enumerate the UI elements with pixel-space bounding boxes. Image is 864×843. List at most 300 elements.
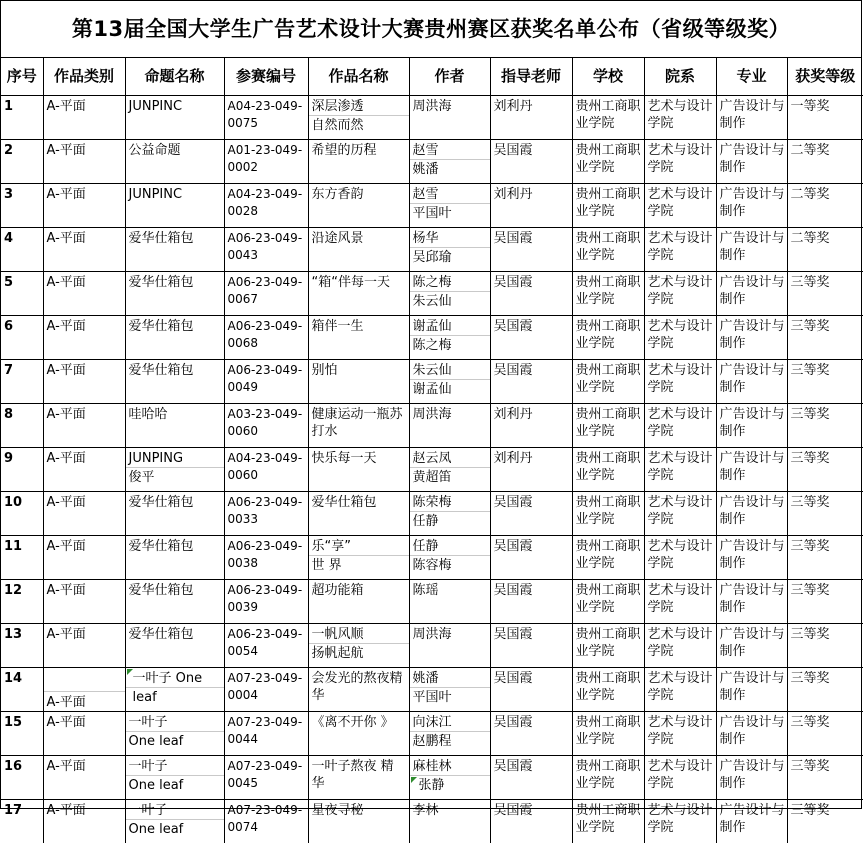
teacher-cell-text: 吴国霞 [491,668,572,687]
table-row [1,712,863,756]
row-number: 15 [1,712,43,756]
school-cell-text: 贵州工商职业学院 [573,800,644,836]
department-cell-text: 艺术与设计学院 [645,536,716,572]
work-title-cell [308,492,409,536]
work-title-cell-text: 箱伴一生 [309,316,409,335]
school-cell-text: 贵州工商职业学院 [573,228,644,264]
category-cell [43,404,125,448]
entry-id-cell-text: A04-23-049-0060 [225,448,308,484]
entry-id-cell [224,360,308,404]
author-cell-line: 吴邱瑜 [410,248,490,266]
teacher-cell-text: 吴国霞 [491,756,572,775]
entry-id-cell [224,668,308,712]
teacher-cell-text: 吴国霞 [491,360,572,379]
author-cell [409,756,490,800]
work-title-cell-line: 深层渗透 [309,96,409,116]
major-cell-text: 广告设计与制作 [717,624,787,660]
column-header: 作品名称 [308,58,409,96]
work-title-cell-line: 自然而然 [309,116,409,134]
author-cell-line: 平国叶 [410,204,490,222]
teacher-cell [490,96,572,140]
column-header: 作者 [409,58,490,96]
school-cell [572,360,644,404]
major-cell [716,140,787,184]
teacher-cell [490,756,572,800]
teacher-cell [490,360,572,404]
work-title-cell [308,800,409,843]
teacher-cell [490,668,572,712]
work-title-cell [308,448,409,492]
row-number: 16 [1,756,43,800]
school-cell-text: 贵州工商职业学院 [573,316,644,352]
topic-cell [125,624,224,668]
work-title-cell [308,140,409,184]
award-level-cell-text: 三等奖 [788,272,864,291]
topic-cell [125,272,224,316]
author-cell-text: 陈瑶 [410,580,490,599]
work-title-cell-text: 希望的历程 [309,140,409,159]
major-cell-text: 广告设计与制作 [717,140,787,176]
award-level-cell-text: 二等奖 [788,184,864,203]
topic-cell [125,404,224,448]
award-level-cell [787,800,863,843]
category-cell-text: A-平面 [44,228,125,247]
work-title-cell-text: 爱华仕箱包 [309,492,409,511]
department-cell-text: 艺术与设计学院 [645,448,716,484]
topic-cell [125,360,224,404]
teacher-cell-text: 刘利丹 [491,184,572,203]
department-cell [644,580,716,624]
teacher-cell-text: 刘利丹 [491,448,572,467]
department-cell-text: 艺术与设计学院 [645,712,716,748]
entry-id-cell-text: A07-23-049-0044 [225,712,308,748]
department-cell-text: 艺术与设计学院 [645,800,716,836]
award-level-cell-text: 一等奖 [788,96,864,115]
award-level-cell-text: 三等奖 [788,580,864,599]
topic-cell [125,536,224,580]
table-body [1,96,863,843]
author-cell [409,228,490,272]
award-level-cell-text: 三等奖 [788,668,864,687]
author-cell-text: 李林 [410,800,490,819]
work-title-cell [308,184,409,228]
entry-id-cell-text: A04-23-049-0028 [225,184,308,220]
category-cell [43,536,125,580]
entry-id-cell [224,272,308,316]
work-title-cell [308,624,409,668]
author-cell [409,140,490,184]
school-cell-text: 贵州工商职业学院 [573,404,644,440]
topic-cell-text: 哇哈哈 [126,404,224,423]
school-cell-text: 贵州工商职业学院 [573,624,644,660]
teacher-cell-text: 吴国霞 [491,228,572,247]
author-cell-line: 赵鹏程 [410,732,490,750]
award-level-cell-text: 三等奖 [788,360,864,379]
department-cell [644,316,716,360]
author-cell [409,184,490,228]
topic-cell-text: 爱华仕箱包 [126,580,224,599]
row-number: 2 [1,140,43,184]
topic-cell-line: 一叶子 One [126,668,224,688]
entry-id-cell-text: A06-23-049-0039 [225,580,308,616]
author-cell [409,96,490,140]
school-cell [572,712,644,756]
department-cell-text: 艺术与设计学院 [645,316,716,352]
topic-cell-line: One leaf [126,776,224,794]
work-title-cell-text: 别怕 [309,360,409,379]
category-cell [43,228,125,272]
row-number: 6 [1,316,43,360]
author-cell-text: 周洪海 [410,624,490,643]
topic-cell [125,140,224,184]
department-cell-text: 艺术与设计学院 [645,360,716,396]
author-cell-line: 任静 [410,536,490,556]
major-cell-text: 广告设计与制作 [717,580,787,616]
award-level-cell-text: 三等奖 [788,624,864,643]
award-level-cell-text: 三等奖 [788,800,864,819]
department-cell [644,448,716,492]
topic-cell [125,316,224,360]
award-level-cell [787,536,863,580]
topic-cell [125,756,224,800]
author-cell-line: 赵雪 [410,140,490,160]
table-row [1,492,863,536]
column-header: 专业 [716,58,787,96]
work-title-cell [308,228,409,272]
teacher-cell [490,800,572,843]
column-header: 作品类别 [43,58,125,96]
department-cell [644,404,716,448]
category-cell-text: A-平面 [44,536,125,555]
school-cell [572,756,644,800]
topic-cell [125,492,224,536]
major-cell-text: 广告设计与制作 [717,316,787,352]
category-cell [43,184,125,228]
author-cell-line: 赵雪 [410,184,490,204]
department-cell-text: 艺术与设计学院 [645,228,716,264]
category-cell-text: A-平面 [44,448,125,467]
work-title-cell-text: 超功能箱 [309,580,409,599]
category-cell-text: A-平面 [44,404,125,423]
table-row [1,96,863,140]
table-row [1,756,863,800]
major-cell [716,800,787,843]
row-number: 7 [1,360,43,404]
teacher-cell-text: 吴国霞 [491,536,572,555]
author-cell-line: 任静 [410,512,490,530]
topic-cell [125,228,224,272]
major-cell-text: 广告设计与制作 [717,96,787,132]
award-level-cell-text: 二等奖 [788,140,864,159]
entry-id-cell [224,228,308,272]
work-title-cell [308,404,409,448]
teacher-cell-text: 吴国霞 [491,580,572,599]
author-cell-line: 朱云仙 [410,292,490,310]
category-cell-text: A-平面 [44,800,125,819]
sheet-title: 第13届全国大学生广告艺术设计大赛贵州赛区获奖名单公布（省级等级奖） [1,1,861,58]
school-cell [572,448,644,492]
teacher-cell-text: 吴国霞 [491,800,572,819]
table-row [1,140,863,184]
entry-id-cell [224,184,308,228]
row-number: 1 [1,96,43,140]
category-cell-text: A-平面 [44,184,125,203]
entry-id-cell-text: A06-23-049-0049 [225,360,308,396]
entry-id-cell-text: A06-23-049-0068 [225,316,308,352]
work-title-cell-text: “箱“伴每一天 [309,272,409,291]
row-number: 5 [1,272,43,316]
category-cell-text: A-平面 [44,492,125,511]
topic-cell-text: JUNPINC [126,96,224,115]
work-title-cell-line: 一帆风顺 [309,624,409,644]
category-cell-text: A-平面 [44,96,125,115]
topic-cell [125,184,224,228]
entry-id-cell [224,96,308,140]
entry-id-cell-text: A07-23-049-0004 [225,668,308,704]
major-cell-text: 广告设计与制作 [717,448,787,484]
school-cell-text: 贵州工商职业学院 [573,184,644,220]
author-cell [409,316,490,360]
category-cell [43,800,125,843]
category-cell [43,580,125,624]
author-cell-line: 谢孟仙 [410,316,490,336]
award-level-cell [787,492,863,536]
award-level-cell [787,668,863,712]
work-title-cell [308,712,409,756]
department-cell-text: 艺术与设计学院 [645,668,716,704]
teacher-cell [490,712,572,756]
entry-id-cell [224,404,308,448]
row-number: 12 [1,580,43,624]
school-cell-text: 贵州工商职业学院 [573,96,644,132]
author-cell-line: 朱云仙 [410,360,490,380]
award-level-cell [787,404,863,448]
entry-id-cell [224,756,308,800]
work-title-cell-text: 沿途风景 [309,228,409,247]
topic-cell-line: JUNPING [126,448,224,468]
teacher-cell-text: 吴国霞 [491,492,572,511]
entry-id-cell-text: A06-23-049-0033 [225,492,308,528]
award-level-cell [787,580,863,624]
award-level-cell [787,448,863,492]
major-cell [716,492,787,536]
entry-id-cell-text: A06-23-049-0038 [225,536,308,572]
table-row [1,668,863,712]
school-cell-text: 贵州工商职业学院 [573,272,644,308]
column-header: 参赛编号 [224,58,308,96]
work-title-cell-line: 世 界 [309,556,409,574]
department-cell [644,712,716,756]
category-cell [43,96,125,140]
row-number: 3 [1,184,43,228]
author-cell-line: 平国叶 [410,688,490,706]
comment-marker-icon [411,777,417,783]
entry-id-cell-text: A06-23-049-0054 [225,624,308,660]
category-cell-text: A-平面 [44,624,125,643]
teacher-cell [490,448,572,492]
award-level-cell [787,360,863,404]
major-cell [716,96,787,140]
entry-id-cell [224,316,308,360]
teacher-cell [490,492,572,536]
school-cell-text: 贵州工商职业学院 [573,448,644,484]
teacher-cell [490,228,572,272]
topic-cell-line: 俊平 [126,468,224,486]
author-cell [409,360,490,404]
column-header: 指导老师 [490,58,572,96]
category-cell-text: A-平面 [44,140,125,159]
author-cell [409,536,490,580]
table-row [1,228,863,272]
topic-cell [125,668,224,712]
department-cell-text: 艺术与设计学院 [645,756,716,792]
teacher-cell [490,184,572,228]
teacher-cell [490,140,572,184]
column-header: 获奖等级 [787,58,863,96]
work-title-cell [308,756,409,800]
column-header: 序号 [1,58,43,96]
author-cell [409,404,490,448]
department-cell-text: 艺术与设计学院 [645,184,716,220]
category-cell-text: A-平面 [44,756,125,775]
award-level-cell-text: 三等奖 [788,404,864,423]
work-title-cell [308,272,409,316]
teacher-cell [490,580,572,624]
department-cell [644,272,716,316]
teacher-cell [490,316,572,360]
topic-cell-text: JUNPINC [126,184,224,203]
award-level-cell [787,228,863,272]
category-cell [43,448,125,492]
teacher-cell [490,624,572,668]
teacher-cell-text: 吴国霞 [491,272,572,291]
category-cell [43,712,125,756]
work-title-cell-text: 一叶子熬夜 精华 [309,756,409,792]
major-cell [716,404,787,448]
category-cell [43,492,125,536]
work-title-cell-text: 会发光的熬夜精华 [309,668,409,704]
author-cell-line: 麻桂林 [410,756,490,776]
row-number: 13 [1,624,43,668]
work-title-cell-line: 乐“享” [309,536,409,556]
award-level-cell-text: 三等奖 [788,712,864,731]
work-title-cell-text: 星夜寻秘 [309,800,409,819]
major-cell-text: 广告设计与制作 [717,228,787,264]
teacher-cell [490,404,572,448]
author-cell-line: 陈之梅 [410,272,490,292]
work-title-cell-text: 健康运动一瓶苏打水 [309,404,409,440]
entry-id-cell-text: A07-23-049-0045 [225,756,308,792]
teacher-cell-text: 吴国霞 [491,140,572,159]
topic-cell-line: 一叶子 [126,712,224,732]
award-level-cell-text: 三等奖 [788,492,864,511]
major-cell [716,580,787,624]
topic-cell-line: One leaf [126,820,224,838]
school-cell-text: 贵州工商职业学院 [573,668,644,704]
author-cell [409,272,490,316]
award-level-cell-text: 三等奖 [788,448,864,467]
author-cell [409,492,490,536]
school-cell [572,272,644,316]
row-number: 14 [1,668,43,712]
author-cell-line: 姚潘 [410,668,490,688]
category-cell-text: A-平面 [44,691,125,711]
work-title-cell [308,360,409,404]
school-cell-text: 贵州工商职业学院 [573,580,644,616]
major-cell-text: 广告设计与制作 [717,668,787,704]
entry-id-cell-text: A01-23-049-0002 [225,140,308,176]
topic-cell [125,712,224,756]
topic-cell-text: 爱华仕箱包 [126,228,224,247]
department-cell [644,756,716,800]
major-cell-text: 广告设计与制作 [717,536,787,572]
department-cell [644,96,716,140]
entry-id-cell-text: A07-23-049-0074 [225,800,308,836]
column-header: 学校 [572,58,644,96]
table-row [1,360,863,404]
school-cell [572,184,644,228]
teacher-cell-text: 刘利丹 [491,404,572,423]
topic-cell [125,448,224,492]
school-cell [572,492,644,536]
entry-id-cell [224,140,308,184]
work-title-cell [308,96,409,140]
column-header: 命题名称 [125,58,224,96]
entry-id-cell-text: A03-23-049-0060 [225,404,308,440]
category-cell-text: A-平面 [44,272,125,291]
major-cell-text: 广告设计与制作 [717,272,787,308]
topic-cell-line: leaf [126,688,224,706]
category-cell [43,272,125,316]
author-cell-line: 向沫江 [410,712,490,732]
entry-id-cell [224,800,308,843]
school-cell [572,668,644,712]
school-cell [572,96,644,140]
entry-id-cell-text: A06-23-049-0067 [225,272,308,308]
teacher-cell-text: 吴国霞 [491,624,572,643]
school-cell [572,140,644,184]
category-cell [43,756,125,800]
author-cell [409,580,490,624]
department-cell-text: 艺术与设计学院 [645,272,716,308]
entry-id-cell [224,536,308,580]
author-cell-line: 谢孟仙 [410,380,490,398]
author-cell-line: 张静 [410,776,490,794]
school-cell-text: 贵州工商职业学院 [573,756,644,792]
school-cell-text: 贵州工商职业学院 [573,140,644,176]
department-cell [644,184,716,228]
award-level-cell [787,272,863,316]
header-row [1,58,863,96]
category-cell-text: A-平面 [44,712,125,731]
row-number: 4 [1,228,43,272]
teacher-cell-text: 吴国霞 [491,712,572,731]
major-cell [716,316,787,360]
table-row [1,580,863,624]
award-level-cell-text: 三等奖 [788,536,864,555]
author-cell [409,800,490,843]
department-cell-text: 艺术与设计学院 [645,492,716,528]
work-title-cell-line: 扬帆起航 [309,644,409,662]
award-level-cell [787,712,863,756]
major-cell [716,448,787,492]
table-row [1,184,863,228]
entry-id-cell-text: A06-23-049-0043 [225,228,308,264]
major-cell-text: 广告设计与制作 [717,492,787,528]
work-title-cell [308,668,409,712]
major-cell-text: 广告设计与制作 [717,184,787,220]
major-cell [716,756,787,800]
